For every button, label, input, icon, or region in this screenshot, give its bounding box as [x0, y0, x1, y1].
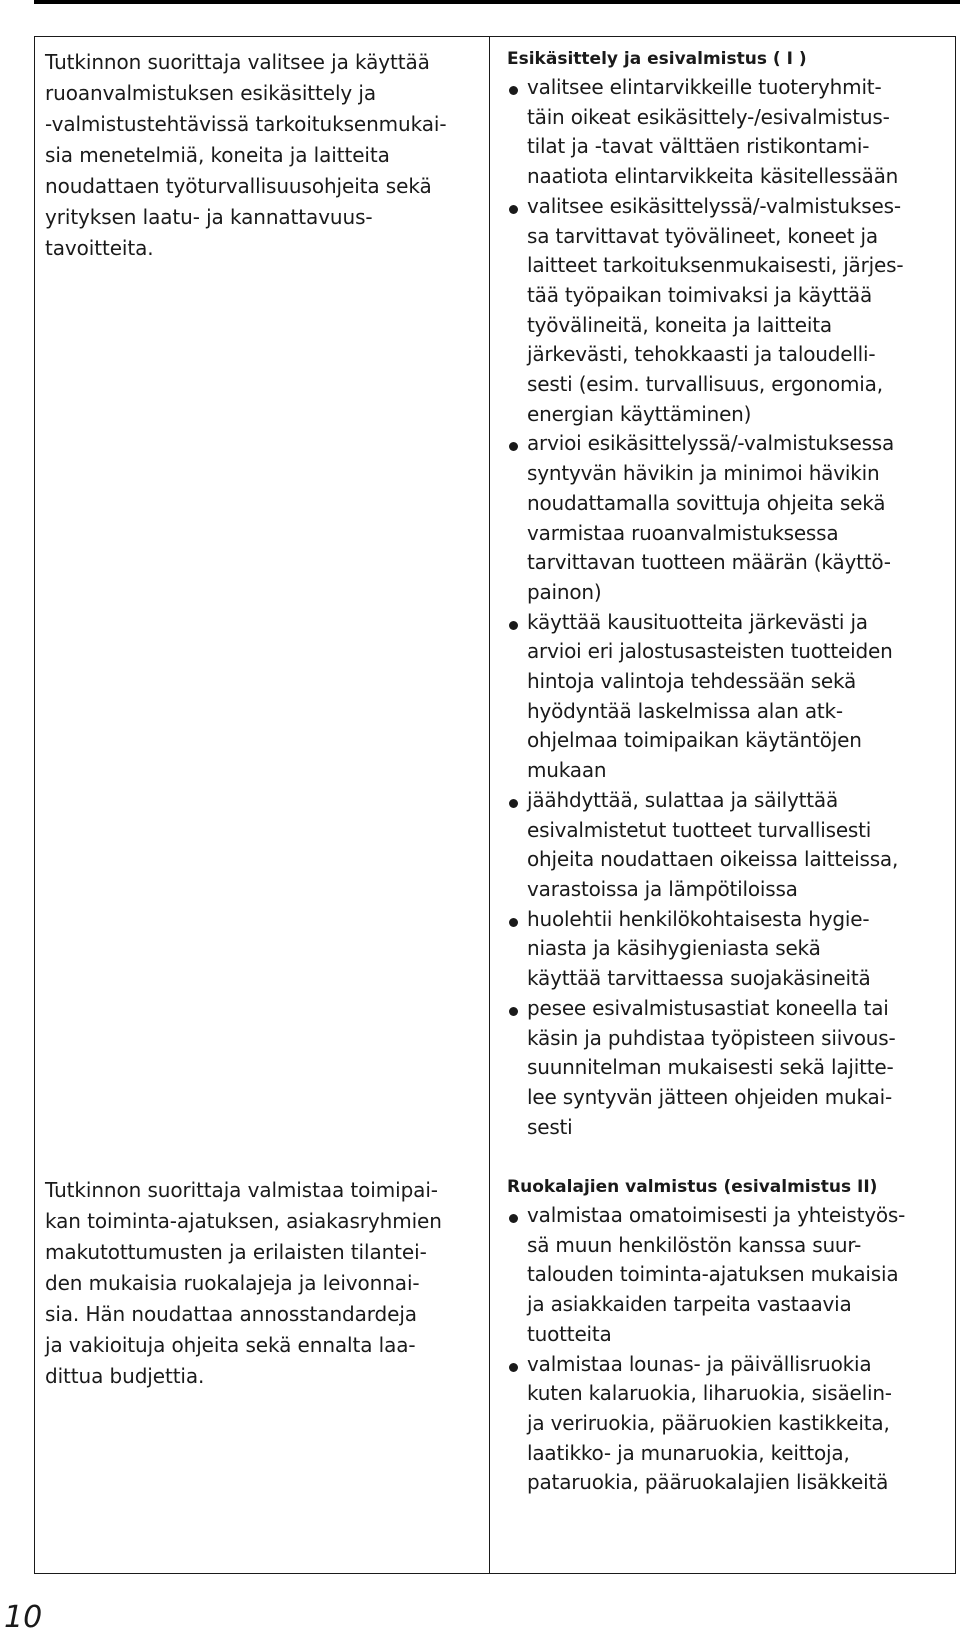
bullet-text-line: kuten kalaruokia, liharuokia, sisäelin- [527, 1381, 892, 1406]
bullet-text-line: tää työpaikan toimivaksi ja käyttää [527, 282, 873, 307]
bullet-dot-icon [509, 442, 518, 451]
text-line: Tutkinnon suorittaja valitsee ja käyttää [45, 50, 430, 74]
bullet-text-line: jäähdyttää, sulattaa ja säilyttää [527, 787, 839, 812]
bullet-text-line: arvioi eri jalostusasteisten tuotteiden [527, 639, 893, 664]
bullet-text-line: ohjelmaa toimipaikan käytäntöjen [527, 728, 862, 753]
bullet-text-line: pataruokia, pääruokalajien lisäkkeitä [527, 1470, 889, 1495]
bullet-text-line: sa tarvittavat työvälineet, koneet ja [527, 223, 878, 248]
section-preprocessing [507, 45, 953, 1142]
text-line: sia menetelmiä, koneita ja laitteita [45, 143, 390, 167]
text-line: sia. Hän noudattaa annosstandardeja [45, 1302, 417, 1326]
bullet-text-line: järkevästi, tehokkaasti ja taloudelli- [527, 342, 876, 367]
text-line: makutottumusten ja erilaisten tilantei- [45, 1240, 427, 1264]
bullet-item [507, 1201, 953, 1350]
text-line: kan toiminta-ajatuksen, asiakasryhmien [45, 1209, 442, 1233]
bullet-text-line: valitsee esikäsittelyssä/-valmistukses- [527, 193, 901, 218]
bullet-dot-icon [509, 918, 518, 927]
bullet-text-line: sä muun henkilöstön kanssa suur- [527, 1232, 862, 1257]
criteria-table [34, 36, 956, 1574]
bullet-text-line: varmistaa ruoanvalmistuksessa [527, 520, 839, 545]
bullet-text-line: käsin ja puhdistaa työpisteen siivous- [527, 1025, 896, 1050]
competence-description-2 [45, 1175, 481, 1392]
bullet-text-line: niasta ja käsihygieniasta sekä [527, 936, 821, 961]
bullet-text-line: valmistaa lounas- ja päivällisruokia [527, 1351, 872, 1376]
bullet-text-line: hintoja valintoja tehdessään sekä [527, 669, 857, 694]
text-line: tavoitteita. [45, 236, 154, 260]
text-line: ja vakioituja ohjeita sekä ennalta laa- [45, 1333, 416, 1357]
bullet-text-line: tuotteita [527, 1321, 612, 1346]
top-rule [34, 0, 960, 4]
section-dish-preparation [507, 1173, 953, 1498]
bullet-text-line: tilat ja -tavat välttäen ristikontami- [527, 134, 870, 159]
bullet-text-line: laitteet tarkoituksenmukaisesti, järjes- [527, 253, 904, 278]
bullet-text-line: energian käyttäminen) [527, 401, 752, 426]
bullet-text-line: ja veriruokia, pääruokien kastikkeita, [527, 1410, 890, 1435]
bullet-text-line: talouden toiminta-ajatuksen mukaisia [527, 1262, 899, 1287]
bullet-text-line: mukaan [527, 758, 607, 783]
text-line: den mukaisia ruokalajeja ja leivonnai- [45, 1271, 420, 1295]
bullet-dot-icon [509, 621, 518, 630]
bullet-text-line: täin oikeat esikäsittely-/esivalmistus- [527, 104, 890, 129]
bullet-list [507, 73, 953, 1142]
bullet-text-line: ohjeita noudattaen oikeissa laitteissa, [527, 847, 899, 872]
bullet-item [507, 1350, 953, 1499]
bullet-dot-icon [509, 86, 518, 95]
bullet-text-line: hyödyntää laskelmissa alan atk- [527, 698, 843, 723]
text-line: ruoanvalmistuksen esikäsittely ja [45, 81, 377, 105]
bullet-text-line: valitsee elintarvikkeille tuoteryhmit- [527, 75, 882, 99]
bullet-item [507, 786, 953, 905]
bullet-text-line: käyttää tarvittaessa suojakäsineitä [527, 966, 871, 991]
bullet-text-line: painon) [527, 579, 602, 604]
bullet-dot-icon [509, 1214, 518, 1223]
competence-description-1 [45, 47, 481, 264]
bullet-text-line: varastoissa ja lämpötiloissa [527, 876, 798, 901]
text-line: yrityksen laatu- ja kannattavuus- [45, 205, 373, 229]
bullet-text-line: tarvittavan tuotteen määrän (käyttö- [527, 550, 891, 575]
bullet-item [507, 905, 953, 994]
bullet-text-line: arvioi esikäsittelyssä/-valmistuksessa [527, 431, 895, 456]
bullet-text-line: naatiota elintarvikkeita käsitellessään [527, 164, 899, 189]
bullet-text-line: laatikko- ja munaruokia, keittoja, [527, 1440, 850, 1465]
bullet-text-line: suunnitelman mukaisesti sekä lajitte- [527, 1055, 894, 1080]
bullet-text-line: esivalmistetut tuotteet turvallisesti [527, 817, 872, 842]
bullet-text-line: ja asiakkaiden tarpeita vastaavia [527, 1292, 852, 1317]
bullet-text-line: sesti (esim. turvallisuus, ergonomia, [527, 372, 883, 397]
section-heading: Ruokalajien valmistus (esivalmistus II) [507, 1177, 878, 1197]
page-number: 10 [4, 1600, 43, 1635]
bullet-dot-icon [509, 799, 518, 808]
text-line: -valmistustehtävissä tarkoituksenmukai- [45, 112, 447, 136]
bullet-item [507, 994, 953, 1143]
bullet-text-line: huolehtii henkilökohtaisesta hygie- [527, 906, 870, 931]
bullet-dot-icon [509, 1007, 518, 1016]
bullet-text-line: pesee esivalmistusastiat koneella tai [527, 995, 889, 1020]
text-line: noudattaen työturvallisuusohjeita sekä [45, 174, 432, 198]
bullet-item [507, 73, 953, 192]
section-heading: Esikäsittely ja esivalmistus ( I ) [507, 49, 807, 69]
bullet-item [507, 608, 953, 786]
bullet-text-line: valmistaa omatoimisesti ja yhteistyös- [527, 1203, 906, 1227]
bullet-text-line: työvälineitä, koneita ja laitteita [527, 312, 832, 337]
bullet-text-line: käyttää kausituotteita järkevästi ja [527, 609, 868, 634]
bullet-item [507, 192, 953, 430]
bullet-text-line: sesti [527, 1114, 573, 1139]
column-divider [489, 37, 490, 1573]
bullet-list [507, 1201, 953, 1498]
bullet-text-line: noudattamalla sovittuja ohjeita sekä [527, 490, 886, 515]
text-line: Tutkinnon suorittaja valmistaa toimipai- [45, 1178, 438, 1202]
bullet-text-line: lee syntyvän jätteen ohjeiden mukai- [527, 1084, 892, 1109]
bullet-item [507, 429, 953, 607]
bullet-dot-icon [509, 1363, 518, 1372]
bullet-text-line: syntyvän hävikin ja minimoi hävikin [527, 461, 880, 486]
bullet-dot-icon [509, 205, 518, 214]
text-line: dittua budjettia. [45, 1364, 205, 1388]
